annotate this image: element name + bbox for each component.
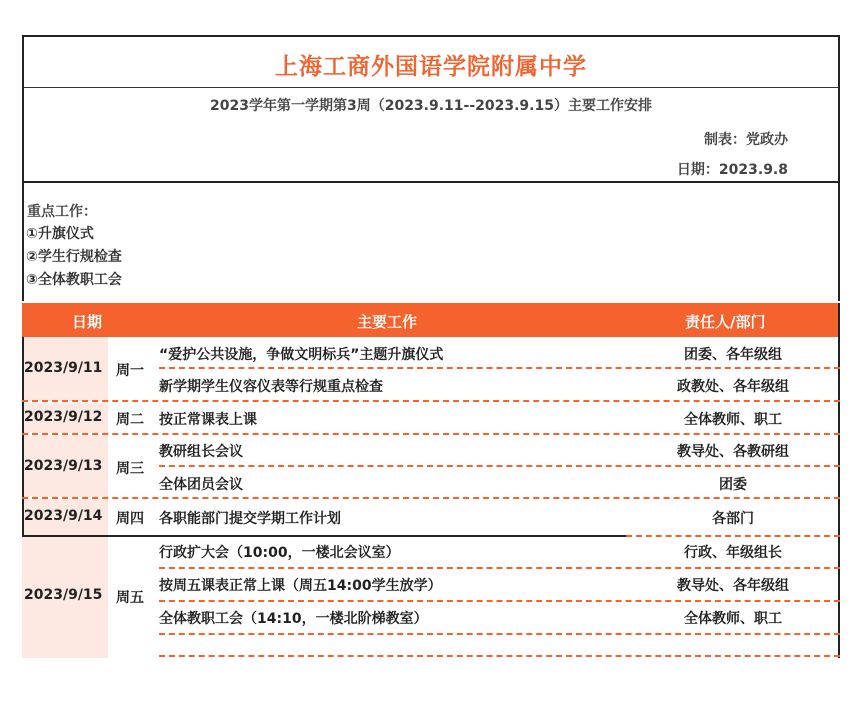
row-divider [159, 633, 840, 635]
task-work: 全体教职工会（14:10，一楼北阶梯教室） [159, 611, 428, 627]
table-right-border [838, 303, 840, 658]
weekday-label: 周一 [116, 363, 144, 379]
row-divider [22, 433, 840, 435]
row-divider [159, 367, 840, 369]
title-box [22, 35, 840, 88]
date-label: 2023/9/14 [24, 508, 103, 524]
weekday-label: 周五 [116, 590, 144, 606]
task-work: 全体团员会议 [159, 477, 243, 493]
schedule-subtitle: 2023学年第一学期第3周（2023.9.11--2023.9.15）主要工作安排 [210, 98, 652, 114]
row-divider [22, 497, 840, 499]
row-border [22, 535, 626, 537]
task-work: 按正常课表上课 [159, 412, 257, 428]
row-divider [159, 655, 840, 657]
row-divider [626, 535, 840, 537]
issue-date: 日期：2023.9.8 [676, 162, 788, 178]
task-work: “爱护公共设施，争做文明标兵”主题升旗仪式 [159, 347, 444, 363]
focus-item: ②学生行规检查 [26, 249, 122, 265]
row-divider [159, 600, 840, 602]
focus-label: 重点工作： [27, 204, 97, 220]
row-divider [159, 465, 840, 467]
header-work: 主要工作 [357, 313, 418, 331]
row-divider [22, 400, 840, 402]
task-work: 教研组长会议 [159, 444, 243, 460]
task-responsible: 各部门 [712, 511, 754, 527]
task-work: 按周五课表正常上课（周五14:00学生放学） [159, 578, 442, 594]
task-responsible: 政教处、各年级组 [677, 379, 789, 395]
task-work: 各职能部门提交学期工作计划 [159, 511, 341, 527]
date-label: 2023/9/11 [24, 360, 103, 376]
info-box [22, 87, 840, 183]
task-responsible: 教导处、各年级组 [677, 578, 789, 594]
header-responsible: 责任人/部门 [685, 313, 766, 331]
date-label: 2023/9/13 [24, 458, 103, 474]
date-label: 2023/9/15 [24, 587, 103, 603]
weekday-label: 周二 [116, 412, 144, 428]
header-date: 日期 [72, 313, 103, 331]
table-header [22, 303, 840, 337]
task-responsible: 团委、各年级组 [684, 347, 782, 363]
task-responsible: 全体教师、职工 [684, 611, 782, 627]
focus-section [22, 183, 840, 301]
school-title: 上海工商外国语学院附属中学 [275, 54, 587, 80]
focus-item: ③全体教职工会 [26, 272, 122, 288]
date-label: 2023/9/12 [24, 409, 103, 425]
focus-item: ①升旗仪式 [26, 226, 94, 242]
task-responsible: 教导处、各教研组 [677, 444, 789, 460]
weekday-label: 周四 [116, 511, 144, 527]
task-work: 行政扩大会（10:00，一楼北会议室） [159, 545, 400, 561]
task-work: 新学期学生仪容仪表等行规重点检查 [159, 379, 383, 395]
maker-label: 制表：党政办 [704, 132, 788, 148]
task-responsible: 全体教师、职工 [684, 412, 782, 428]
weekday-label: 周三 [116, 461, 144, 477]
task-responsible: 团委 [719, 477, 747, 493]
row-divider [159, 567, 840, 569]
task-responsible: 行政、年级组长 [684, 545, 782, 561]
